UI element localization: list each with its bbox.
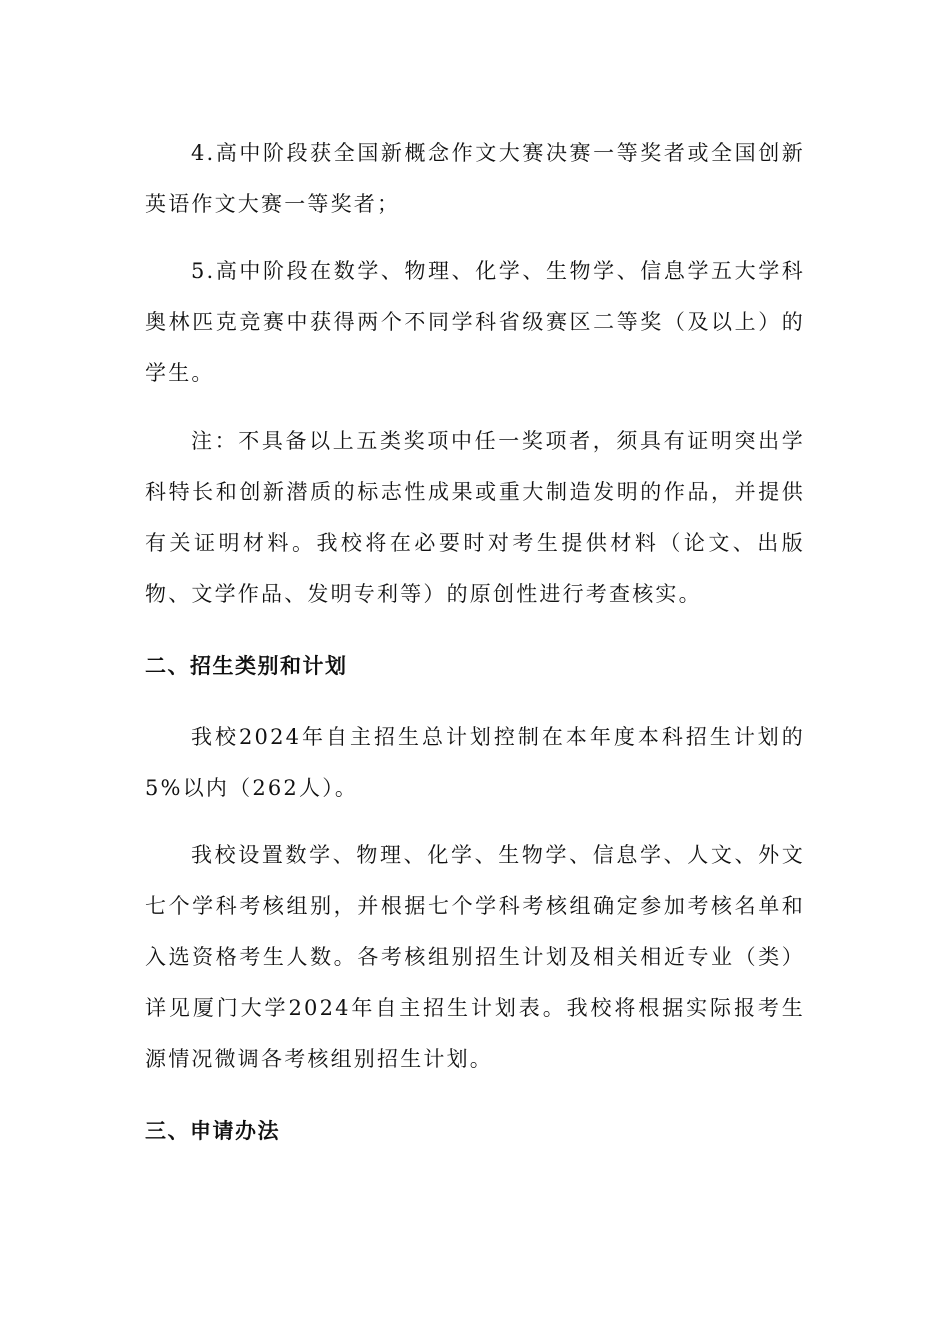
paragraph-award-4: 4.高中阶段获全国新概念作文大赛决赛一等奖者或全国创新英语作文大赛一等奖者； (145, 141, 805, 216)
paragraph-note: 注：不具备以上五类奖项中任一奖项者，须具有证明突出学科特长和创新潜质的标志性成果或重大制造发明的作品，并提供有关证明材料。我校将在必要时对考生提供材料（论文、出版物、文学作品、发明专利等）的原创性进行考查核实。 (145, 429, 805, 606)
section-heading-application: 三、申请办法 (145, 1119, 280, 1143)
paragraph-award-5: 5.高中阶段在数学、物理、化学、生物学、信息学五大学科奥林匹克竞赛中获得两个不同学科省级赛区二等奖（及以上）的学生。 (145, 259, 805, 385)
section-heading-enrollment-plan: 二、招生类别和计划 (145, 654, 348, 678)
paragraph-plan-total: 我校2024年自主招生总计划控制在本年度本科招生计划的5%以内（262人）。 (145, 725, 805, 800)
paragraph-plan-groups: 我校设置数学、物理、化学、生物学、信息学、人文、外文七个学科考核组别，并根据七个学科考核组确定参加考核名单和入选资格考生人数。各考核组别招生计划及相关相近专业（类）详见厦门大学2024年自主招生计划表。我校将根据实际报考生源情况微调各考核组别招生计划。 (145, 843, 805, 1071)
